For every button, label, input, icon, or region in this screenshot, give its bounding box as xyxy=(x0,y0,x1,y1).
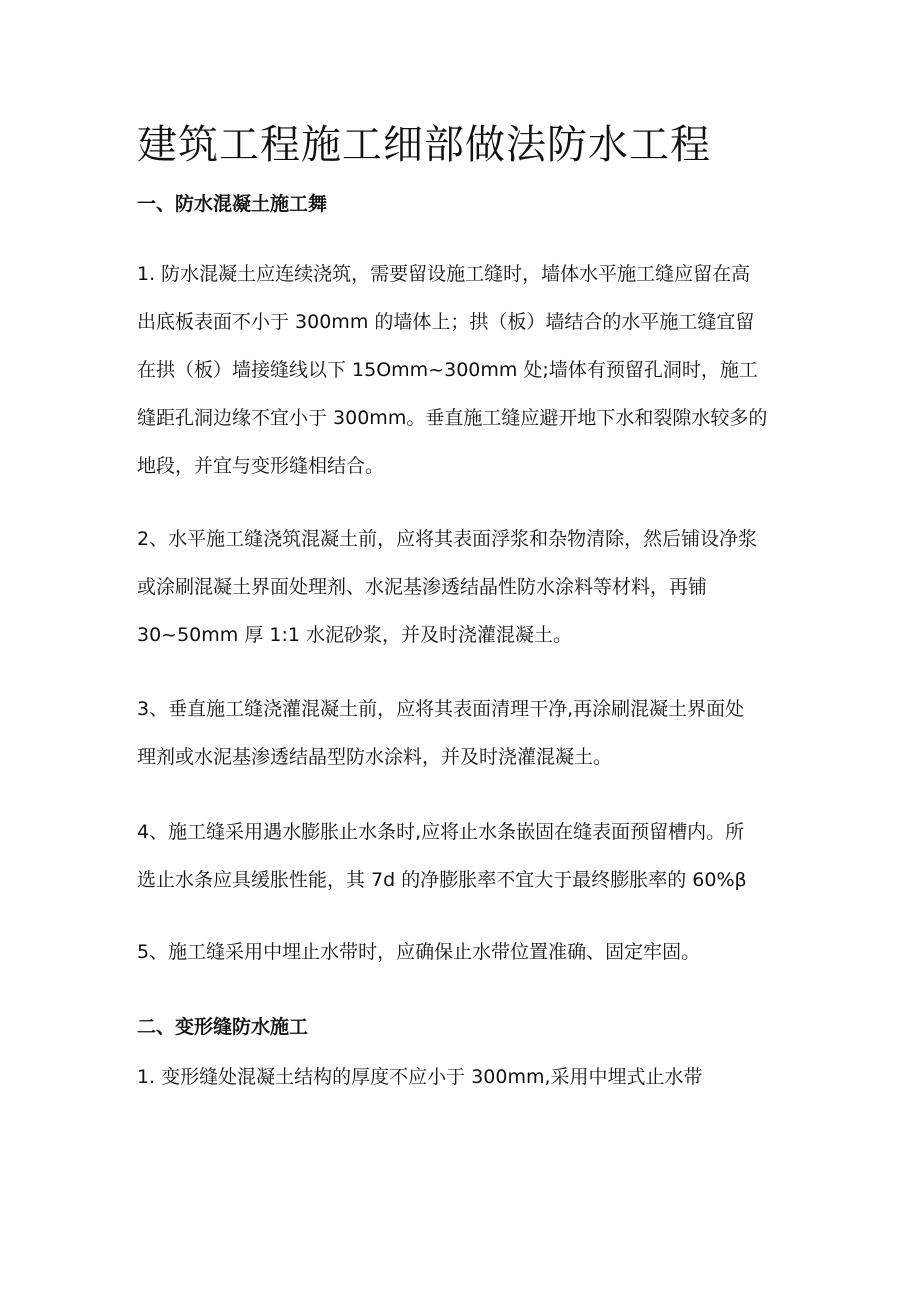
paragraph-line: 5、施工缝采用中埋止水带时，应确保止水带位置准确、固定牢固。 xyxy=(137,941,701,963)
paragraph-line: 3、垂直施工缝浇灌混凝土前，应将其表面清理干净,再涂刷混凝土界面处 xyxy=(137,698,745,720)
paragraph-line: 地段，并宜与变形缝相结合。 xyxy=(137,455,385,477)
paragraph-3 xyxy=(137,685,797,781)
paragraph-line: 1. 变形缝处混凝土结构的厚度不应小于 300mm,采用中埋式止水带 xyxy=(137,1066,703,1088)
paragraph-6 xyxy=(137,1053,797,1101)
paragraph-5 xyxy=(137,928,797,976)
paragraph-line: 理剂或水泥基渗透结晶型防水涂料，并及时浇灌混凝土。 xyxy=(137,746,613,768)
paragraph-line: 30~50mm 厚 1:1 水泥砂浆，并及时浇灌混凝土。 xyxy=(137,624,572,646)
section-heading-2: 二、变形缝防水施工 xyxy=(137,1016,309,1038)
paragraph-line: 2、水平施工缝浇筑混凝土前，应将其表面浮浆和杂物清除，然后铺设净浆 xyxy=(137,528,758,550)
paragraph-2 xyxy=(137,515,797,659)
paragraph-line: 选止水条应具缓胀性能，其 7d 的净膨胀率不宜大于最终膨胀率的 60%β xyxy=(137,869,747,891)
paragraph-line: 1. 防水混凝土应连续浇筑，需要留设施工缝时，墙体水平施工缝应留在高 xyxy=(137,263,751,285)
paragraph-4 xyxy=(137,808,797,904)
paragraph-line: 或涂刷混凝土界面处理剂、水泥基渗透结晶性防水涂料等材料，再铺 xyxy=(137,576,708,598)
section-heading-1: 一、防水混凝土施工舞 xyxy=(137,193,328,215)
paragraph-line: 出底板表面不小于 300mm 的墙体上；拱（板）墙结合的水平施工缝宜留 xyxy=(137,311,755,333)
paragraph-line: 4、施工缝采用遇水膨胀止水条时,应将止水条嵌固在缝表面预留槽内。所 xyxy=(137,821,745,843)
paragraph-1 xyxy=(137,250,797,490)
document-title: 建筑工程施工细部做法防水工程 xyxy=(137,122,711,168)
paragraph-line: 在拱（板）墙接缝线以下 15Omm~300mm 处;墙体有预留孔洞时，施工 xyxy=(137,359,758,381)
paragraph-line: 缝距孔洞边缘不宜小于 300mm。垂直施工缝应避开地下水和裂隙水较多的 xyxy=(137,407,768,429)
